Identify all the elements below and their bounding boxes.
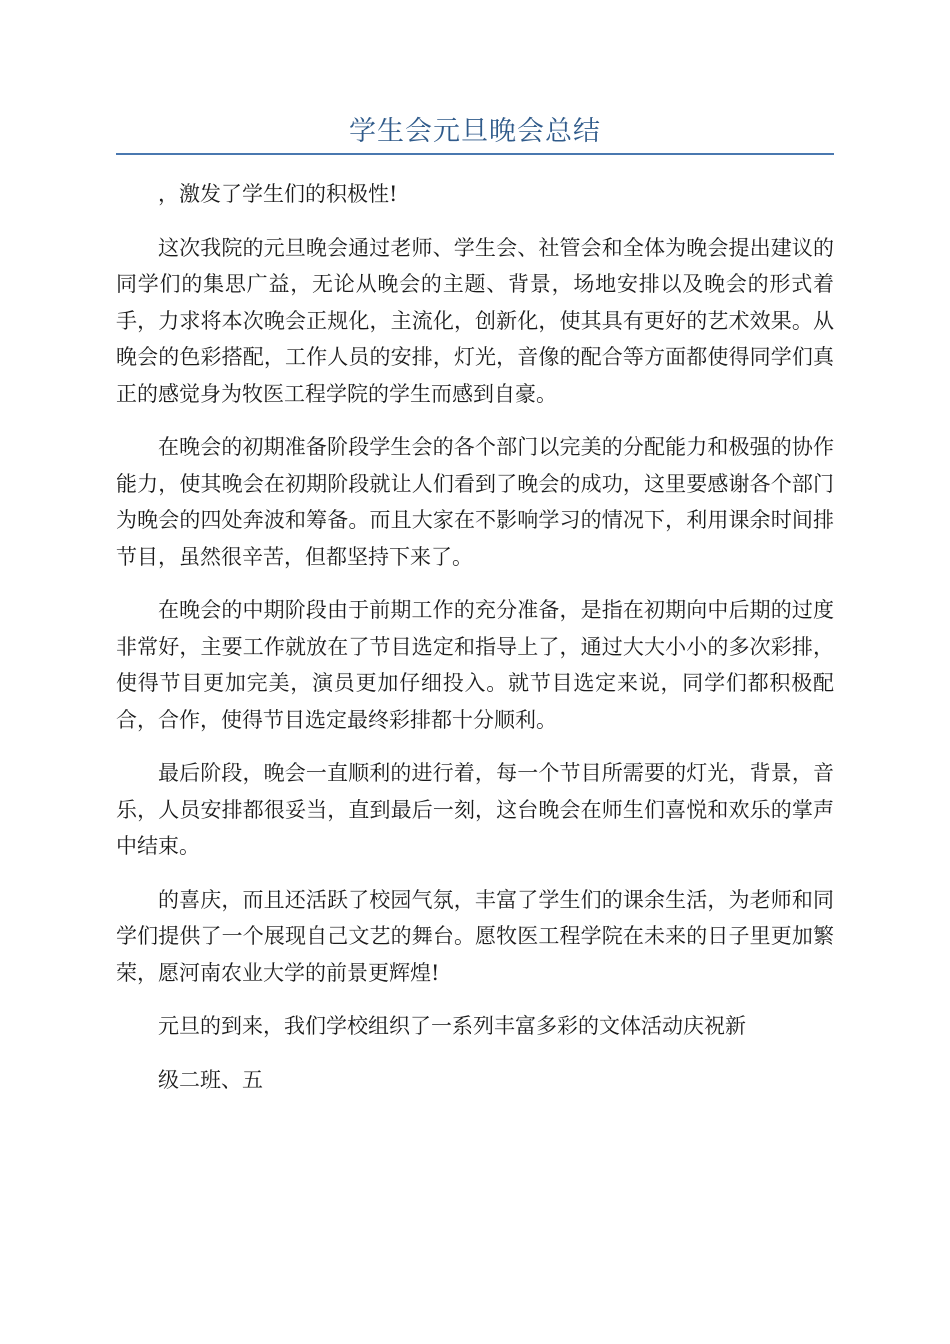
paragraph: 在晚会的中期阶段由于前期工作的充分准备，是指在初期向中后期的过度非常好，主要工作就放在了节目选定和指导上了，通过大大小小的多次彩排，使得节目更加完美，演员更加仔细投入。就节目选定来说，同学们都积极配合，合作，使得节目选定最终彩排都十分顺利。 <box>116 598 834 732</box>
paragraph: 的喜庆，而且还活跃了校园气氛，丰富了学生们的课余生活，为老师和同学们提供了一个展现自己文艺的舞台。愿牧医工程学院在未来的日子里更加繁荣，愿河南农业大学的前景更辉煌! <box>116 887 834 985</box>
paragraph: 在晚会的初期准备阶段学生会的各个部门以完美的分配能力和极强的协作能力，使其晚会在初期阶段就让人们看到了晚会的成功，这里要感谢各个部门为晚会的四处奔波和筹备。而且大家在不影响学习的情况下，利用课余时间排节目，虽然很辛苦，但都坚持下来了。 <box>116 435 834 569</box>
paragraph: 级二班、五 <box>158 1067 263 1092</box>
paragraph: 元旦的到来，我们学校组织了一系列丰富多彩的文体活动庆祝新 <box>158 1014 746 1038</box>
title-underline <box>116 153 834 155</box>
paragraph: 最后阶段，晚会一直顺利的进行着，每一个节目所需要的灯光，背景，音乐，人员安排都很妥当，直到最后一刻，这台晚会在师生们喜悦和欢乐的掌声中结束。 <box>116 761 834 858</box>
paragraph: ，激发了学生们的积极性! <box>158 182 398 206</box>
document-title: 学生会元旦晚会总结 <box>349 116 601 147</box>
paragraph: 这次我院的元旦晚会通过老师、学生会、社管会和全体为晚会提出建议的同学们的集思广益，无论从晚会的主题、背景，场地安排以及晚会的形式着手，力求将本次晚会正规化，主流化，创新化，使其具有更好的艺术效果。从晚会的色彩搭配，工作人员的安排，灯光，音像的配合等方面都使得同学们真正的感觉身为牧医工程学院的学生而感到自豪。 <box>116 235 834 406</box>
document-body <box>116 176 834 1115</box>
